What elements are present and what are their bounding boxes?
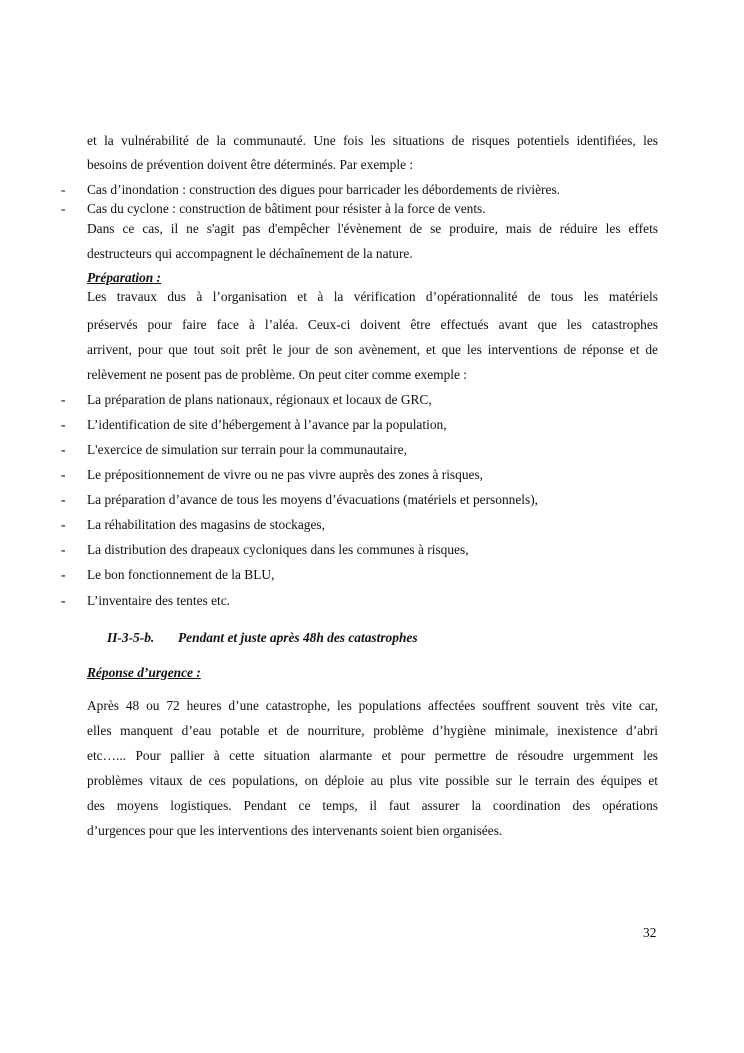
list-item: La distribution des drapeaux cycloniques dans les communes à risques, bbox=[87, 542, 469, 557]
intro-line-1: et la vulnérabilité de la communauté. Une fois les situations de risques potentiels identifiées, les bbox=[87, 133, 658, 148]
response-heading: Réponse d’urgence : bbox=[87, 665, 201, 680]
list-item: L’inventaire des tentes etc. bbox=[87, 593, 231, 608]
list-item: Le bon fonctionnement de la BLU, bbox=[87, 567, 275, 582]
list-item: L’identification de site d’hébergement à l’avance par la population, bbox=[87, 417, 447, 432]
list-item: La réhabilitation des magasins de stockages, bbox=[87, 517, 325, 532]
list-marker: - bbox=[61, 593, 66, 608]
list-marker: - bbox=[61, 517, 66, 532]
list-item: La préparation d’avance de tous les moyens d’évacuations (matériels et personnels), bbox=[87, 492, 539, 507]
list-item: L'exercice de simulation sur terrain pour la communautaire, bbox=[87, 442, 407, 457]
preparation-line-4: relèvement ne posent pas de problème. On peut citer comme exemple : bbox=[87, 367, 468, 382]
list-marker: - bbox=[61, 492, 66, 507]
list-marker: - bbox=[61, 417, 66, 432]
section-number: II-3-5-b. bbox=[107, 630, 155, 645]
response-line-3: etc…... Pour pallier à cette situation alarmante et pour permettre de résoudre urgemment les bbox=[87, 748, 658, 763]
conclusion-line-2: destructeurs qui accompagnent le déchaînement de la nature. bbox=[87, 246, 413, 261]
response-line-5: des moyens logistiques. Pendant ce temps, il faut assurer la coordination des opérations bbox=[87, 798, 658, 813]
preparation-line-2: préservés pour faire face à l’aléa. Ceux-ci doivent être effectués avant que les catastrophes bbox=[87, 317, 658, 332]
page-number: 32 bbox=[643, 925, 657, 940]
list-marker: - bbox=[61, 392, 66, 407]
list-item: Cas du cyclone : construction de bâtiment pour résister à la force de vents. bbox=[87, 201, 486, 216]
list-marker: - bbox=[61, 567, 66, 582]
list-item: La préparation de plans nationaux, régionaux et locaux de GRC, bbox=[87, 392, 432, 407]
list-marker: - bbox=[61, 467, 66, 482]
response-line-2: elles manquent d’eau potable et de nourriture, problème d’hygiène minimale, inexistence d’abri bbox=[87, 723, 658, 738]
preparation-line-1: Les travaux dus à l’organisation et à la vérification d’opérationnalité de tous les matériels bbox=[87, 289, 658, 304]
list-item: Le prépositionnement de vivre ou ne pas vivre auprès des zones à risques, bbox=[87, 467, 484, 482]
list-marker: - bbox=[61, 201, 66, 216]
preparation-line-3: arrivent, pour que tout soit prêt le jour de son avènement, et que les interventions de réponse et de bbox=[87, 342, 658, 357]
preparation-heading: Préparation : bbox=[87, 270, 162, 285]
list-marker: - bbox=[61, 442, 66, 457]
conclusion-line-1: Dans ce cas, il ne s'agit pas d'empêcher l'évènement de se produire, mais de réduire les effets bbox=[87, 221, 658, 236]
list-marker: - bbox=[61, 542, 66, 557]
intro-line-2: besoins de prévention doivent être déterminés. Par exemple : bbox=[87, 157, 414, 172]
response-line-1: Après 48 ou 72 heures d’une catastrophe, les populations affectées souffrent souvent très vite car, bbox=[87, 698, 658, 713]
section-title: Pendant et juste après 48h des catastrophes bbox=[178, 630, 418, 645]
list-marker: - bbox=[61, 182, 66, 197]
list-item: Cas d’inondation : construction des digues pour barricader les débordements de rivières. bbox=[87, 182, 561, 197]
response-line-6: d’urgences pour que les interventions des intervenants soient bien organisées. bbox=[87, 823, 503, 838]
response-line-4: problèmes vitaux de ces populations, on déploie au plus vite possible sur le terrain des équipes et bbox=[87, 773, 658, 788]
